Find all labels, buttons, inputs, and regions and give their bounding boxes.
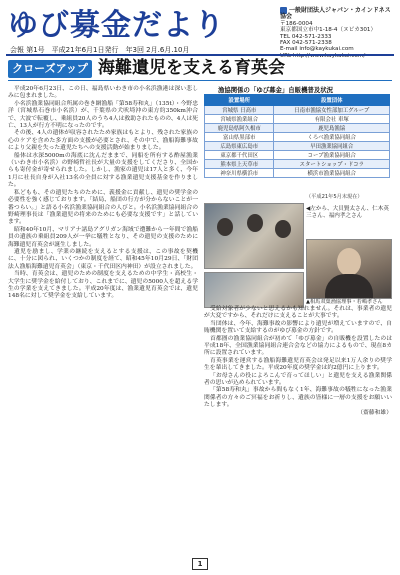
table-row [205, 133, 390, 142]
table-cell: 鹿児島県阿久根市 [205, 124, 274, 133]
table-header: 設置団体 [274, 95, 390, 106]
person-silhouette [217, 218, 233, 236]
table-cell: 神奈川県横浜市 [205, 169, 274, 178]
publisher-org-name: 一般財団法人ジャパン・カインドネス協会 [280, 7, 391, 21]
group-photo [204, 203, 304, 269]
portrait-photo [306, 239, 392, 299]
publisher-address: 東京都国立市中1-18-4（ヌビカ301） [280, 27, 377, 34]
publisher-email[interactable]: E-mail info@kaykukai.com [280, 46, 354, 53]
table-cell: 鹿児島漁協 [274, 124, 390, 133]
table-row [205, 169, 390, 178]
table-row [205, 151, 390, 160]
author-signature: （齋藤和雄） [357, 409, 392, 416]
article-paragraph: 船体は水深5000mの海底に沈んだままで、同船を所有する酢屋漁業（いわき市小名浜）の野崎哲社長が大量の支援をしてくださり、全国からも寄付金が寄せられました。しかし、漁家の遺児は17人と多く、今年1月に社長自身が入社13名の全員に対する漁業遺児支援基金を作りました。 [8, 152, 198, 189]
publisher-box [280, 7, 392, 53]
article-paragraph: 当団体は、今年、海難事故の影響により遺児が増えていますので、自賄機関を置いて支給するのがゆび募金の方針です。 [204, 320, 392, 335]
article-column-2 [204, 306, 392, 417]
table-cell: 熊本県上天草市 [205, 160, 274, 169]
article-paragraph: 育英事業を運営する漁船海難遺児育英会は発足以来1万人余りの奨学生を輩出してきました。平成20年度の奨学金は約2億円に上ります。 [204, 357, 392, 372]
publisher-tel: TEL 042-571-2333 [280, 33, 332, 40]
masthead [6, 6, 394, 54]
article-paragraph: 遺児を励まし、学業の継続を支えるとする支援は、この事故を契機に、十分に図られ、いくつかの制度を経て、昭和45年10月29日、「財団法人漁船海難遺児育英会」（東京・千代田区内神田）が設立されました。 [8, 248, 198, 270]
table-cell: くろべ漁業協同組合 [274, 133, 390, 142]
table-header: 設置場所 [205, 95, 274, 106]
person-silhouette [275, 220, 291, 238]
publisher-fax: FAX 042-571-2338 [280, 40, 332, 47]
table-title: 漁協関係の「ゆび募金」自販機普及状況 [218, 86, 334, 94]
article-paragraph: 「第58寿和丸」事故から間もなく1年、海難事故の犠牲になった漁業関係者の方々のご冥福をお祈りし、遺族の皆様に一層の支援をお願いいたします。 [204, 387, 392, 409]
newsletter-title: ゆび募金だより [8, 8, 225, 43]
article-paragraph: 「お母さんの役によろこんで育ってほしい」と遺児を支える漁業関係者の思いが込められています。 [204, 372, 392, 387]
feature-headline: 海難遺児を支える育英会 [98, 58, 285, 78]
publisher-org [280, 7, 392, 21]
table-cell: 広島県東広島市 [205, 142, 274, 151]
table-note: （平成21年5月末現在） [306, 194, 363, 200]
table-cell: スタートショップ・ドコラ [274, 160, 390, 169]
table-row [205, 115, 390, 124]
table-cell: コープ漁業協同組合 [274, 151, 390, 160]
meeting-photo [204, 272, 304, 308]
table-row [205, 160, 390, 169]
photo-caption-bottom: ▲相馬双葉漁協理事・若嶋孝さん [306, 299, 383, 305]
article-paragraph: 平成20年6月23日、この日、福島県いわき市の小名浜漁港は深い悲しみに包まれました。 [8, 86, 198, 100]
table-cell: 富山県黒部市 [205, 133, 274, 142]
publisher-postal: 〒186-0004 [280, 20, 313, 27]
table-row [205, 106, 390, 115]
shoulders-shape [325, 274, 373, 299]
article-paragraph: 小名浜漁業協同組合所属の巻き網漁船「第58寿和丸」（135t）・今野忠洋（宮城県石巻市小名浜）が、千葉県の犬吠埼沖の東方約350km沖合で、大波で転覆し、乗組員20人のうち4人は救助されたものの、4人は死亡、13人が行方不明になったのです。 [8, 100, 198, 130]
table-row [205, 142, 390, 151]
table-cell: 宮城県漁業組合 [205, 115, 274, 124]
table-cell: 東京都千代田区 [205, 151, 274, 160]
headline-divider [8, 80, 392, 81]
table-row [205, 124, 390, 133]
table-cell: 日南市漁協女性部加工グループ [274, 106, 390, 115]
photo-caption-top: ◀左から、大貝賢太さん、仁木英三さん、福内孝之さん [306, 206, 389, 219]
article-paragraph: 昭和40年10月、マリアナ諸島アグリガン海域で遭難から一年間で漁船員の遺族の乗組員209人が一挙に犠牲となり、その遺児の支援のために海難遺児育英会が誕生しました。 [8, 226, 198, 248]
page-number: 1 [192, 558, 208, 570]
table-cell: 宮城県 日高市 [205, 106, 274, 115]
article-paragraph: その後、4人の遺体が収容されたため家族はもとより、残された家族の心のケアを含めた多方面の支援が必要とされ、その中で、漁船海難事故により父親を失った遺児たちへの支援活動が始まりました。 [8, 130, 198, 152]
article-paragraph: 私どもも、その遺児たちのために、義援金に貢献し、遺児の奨学金の必要性を強く感じております。「結局、船団の行方が分からないことが一番つらい。」と語る小名浜漁業協同組合の人びと。小名浜漁業協同組合の野崎理事長は「漁業遺児の将来のためにも必要な支援です」と話しています。 [8, 189, 198, 226]
masthead-divider [6, 54, 394, 56]
newsletter-page [6, 6, 394, 569]
table-cell: 早田漁業協同組合 [274, 142, 390, 151]
article-paragraph: 首都圏の漁業協同組合が初めて「ゆび募金」の自販機を設置したのは平成18年、全国漁業協同組合連合会などの協力によるもので、現在8カ所に設置されています。 [204, 335, 392, 357]
table-cell: 横浜市漁業協同組合 [274, 169, 390, 178]
person-silhouette [247, 214, 263, 232]
table-cell: 有限会社 車塚 [274, 115, 390, 124]
closeup-label: クローズアップ [8, 60, 92, 78]
issue-info: 会報 第1号 平成21年6月1日発行 年3回 2月.6月.10月 [10, 46, 190, 54]
face-shape [337, 248, 361, 276]
article-column-1 [8, 86, 198, 556]
article-paragraph: 受給対象者が少ないと思えるかも知れません。それは、事業者の遺児が大変ですから、それだけに支えることが大事です。 [204, 306, 392, 320]
vending-machine-table [204, 94, 390, 178]
table-header-row [205, 95, 390, 106]
article-paragraph: 当時、育英会は、遺児のための制度を支えるための中学生・高校生・大学生に奨学金を給付しており、これまでに、遺児の5000人を超える学生の学業を支えてきました。平成20年度は、漁業遺児育英会では、遺児148名に対して奨学金を支給しています。 [8, 271, 198, 300]
